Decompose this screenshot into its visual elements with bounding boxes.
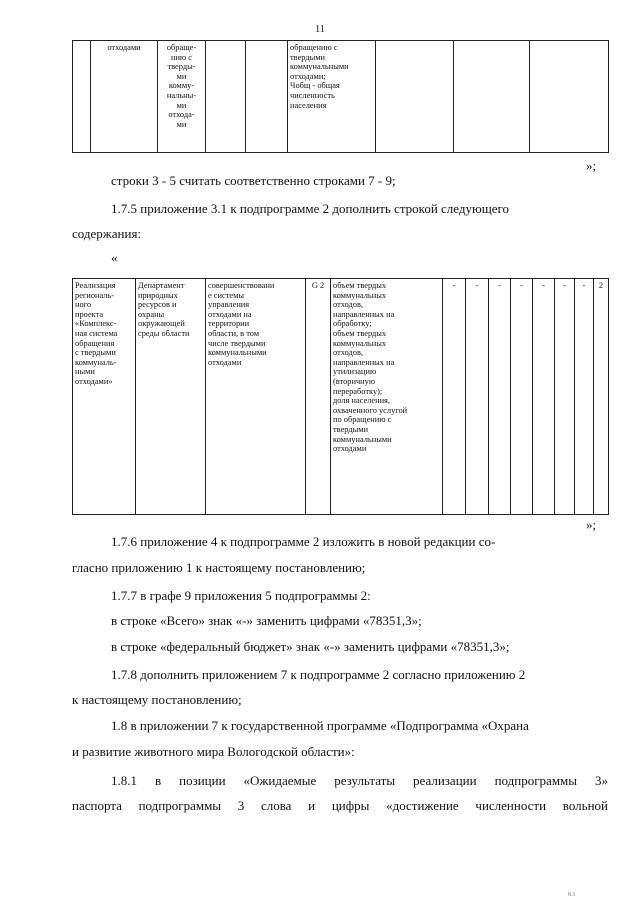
page-number: 11	[315, 24, 325, 35]
text-line: и развитие животного мира Вологодской области»:	[72, 744, 355, 759]
text-line: 1.7.6 приложение 4 к подпрограмме 2 изложить в новой редакции со-	[111, 534, 496, 549]
table-cell: объем твердых коммунальных отходов, направленных на обработку; объем твердых коммунальных отходов, направленных на утилизацию (вторичную переработку); доля населения, охваченного услугой по обращению с твердыми коммунальными отходами	[331, 279, 443, 515]
text-line: 1.7.7 в графе 9 приложения 5 подпрограммы 2:	[111, 588, 371, 603]
table-cell: Департамент природных ресурсов и охраны окружающей среды области	[136, 279, 206, 515]
table-cell: 2	[594, 279, 609, 515]
text-line: 1.7.5 приложение 3.1 к подпрограмме 2 дополнить строкой следующего	[111, 201, 509, 216]
table-cell: -	[575, 279, 594, 515]
table-top	[72, 40, 609, 153]
text-line: паспорта подпрограммы 3 слова и цифры «достижение численности вольной	[72, 798, 608, 813]
table-cell	[246, 41, 288, 153]
table-cell	[206, 41, 246, 153]
table-cell: -	[489, 279, 511, 515]
table-cell	[454, 41, 530, 153]
text-line: содержания:	[72, 226, 142, 241]
table-cell: обращению с твердыми коммунальными отходами; Чобщ - общая численность населения	[288, 41, 376, 153]
text-line: 1.7.8 дополнить приложением 7 к подпрограмме 2 согласно приложению 2	[111, 667, 526, 682]
corner-mark: 8.1	[568, 892, 576, 898]
table-cell: -	[466, 279, 489, 515]
table-cell: Реализация региональ- ного проекта «Комплекс- ная система обращения с твердыми коммуналь- ными отходами»	[73, 279, 136, 515]
closing-quote: »;	[586, 158, 597, 173]
table-cell: -	[555, 279, 575, 515]
text-line: в строке «федеральный бюджет» знак «-» заменить цифрами «78351,3»;	[111, 639, 510, 654]
table-cell: -	[533, 279, 555, 515]
table-cell	[530, 41, 609, 153]
table-cell	[376, 41, 454, 153]
table-cell: -	[443, 279, 466, 515]
closing-quote: »;	[586, 517, 597, 532]
text-line: 1.8 в приложении 7 к государственной программе «Подпрограмма «Охрана	[111, 718, 529, 733]
text-line: строки 3 - 5 считать соответственно строками 7 - 9;	[111, 173, 396, 188]
table-cell: отходами	[91, 41, 158, 153]
table-cell: -	[511, 279, 533, 515]
table-cell: обраще- нию с тверды- ми комму- нальны- ми отхода- ми	[158, 41, 206, 153]
table-mid	[72, 278, 609, 515]
open-quote: «	[111, 250, 118, 265]
text-line: 1.8.1 в позиции «Ожидаемые результаты реализации подпрограммы 3»	[111, 773, 608, 788]
text-line: гласно приложению 1 к настоящему постановлению;	[72, 560, 366, 575]
table-cell: G 2	[306, 279, 331, 515]
table-cell	[73, 41, 91, 153]
text-line: в строке «Всего» знак «-» заменить цифрами «78351,3»;	[111, 613, 422, 628]
table-cell: совершенствовани е системы управления отходами на территории области, в том числе твердыми коммунальными отходами	[206, 279, 306, 515]
text-line: к настоящему постановлению;	[72, 692, 242, 707]
